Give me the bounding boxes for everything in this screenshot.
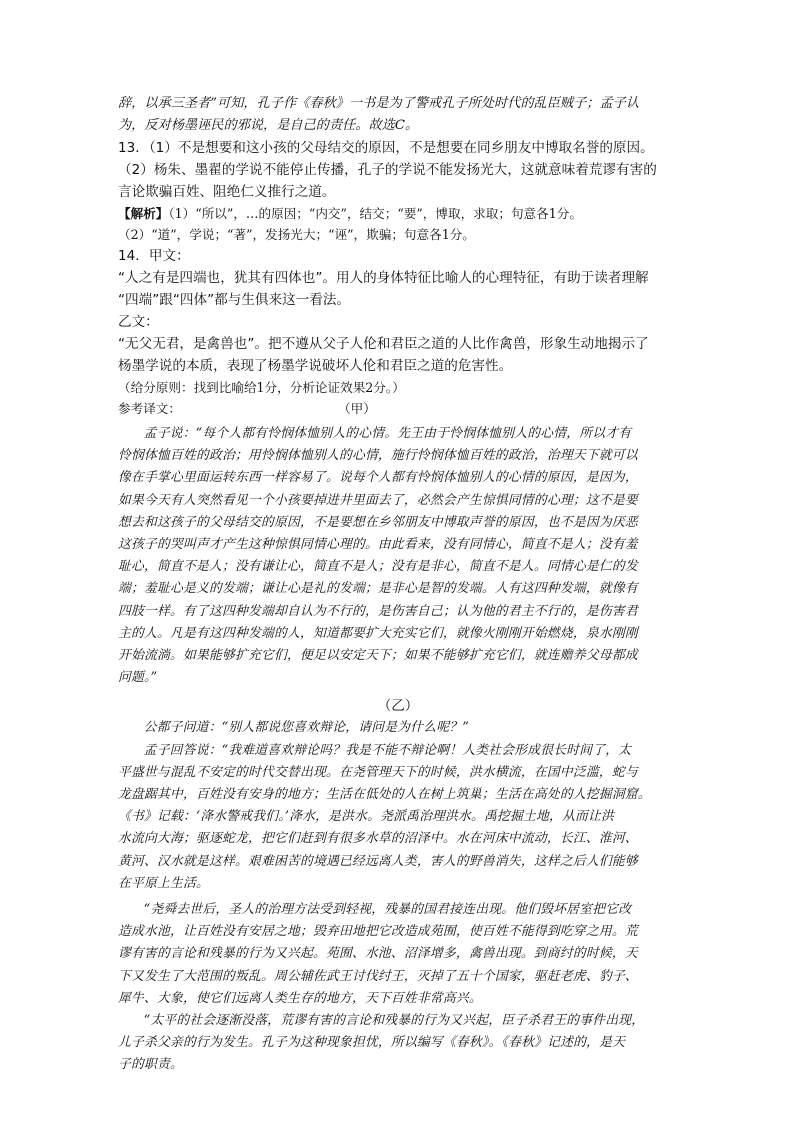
yi-question: 公都子问道：“别人都说您喜欢辩论，请问是为什么呢？” [143,720,470,736]
yi-line: 在平原上生活。 [118,875,209,891]
yi-line: 黄河、汉水就是这样。艰难困苦的境遇已经远离人类，害人的野兽消失，这样之后人们能够 [118,853,638,869]
translation-header [118,398,678,419]
q14-scoring-rule: （给分原则：找到比喻给1分，分析论证效果2分。） [118,380,405,395]
translation-yi [118,717,678,1076]
yi-line: 孟子回答说：“我难道喜欢辩论吗？我是不能不辩论啊！人类社会形成很长时间了，太 [143,742,632,758]
q13-analysis-line-2: （2）“道”，学说；“著”，发扬光大；“诬”，欺骗；句意各1分。 [118,227,475,242]
yi-line: 龙盘踞其中，百姓没有安身的地方；生活在低处的人在树上筑巢；生活在高处的人挖掘洞窟。 [118,787,651,803]
yi-line: “太平的社会逐渐没落，荒谬有害的言论和残暴的行为又兴起，臣子杀君王的事件出现， [143,1013,645,1029]
jia-line: 怜悯体恤百姓的政治；用怜悯体恤别人的心情，施行怜悯体恤百姓的政治，治理天下就可以 [118,448,638,464]
q14-head: 14．甲文： [118,248,190,264]
yi-line: 子的职责。 [118,1057,183,1073]
jia-line: 四肢一样。有了这四种发端却自认为不行的，是伤害自己；认为他的君主不行的，是伤害君 [118,603,638,619]
jia-line: 这孩子的哭叫声才产生这种惊惧同情心理的。由此看来，没有同情心，简直不是人；没有羞 [118,537,638,553]
q14-yi-line-2: 杨墨学说的本质，表现了杨墨学说破坏人伦和君臣之道的危害性。 [118,358,513,374]
analysis-tag: 【解析】 [118,206,169,221]
prev-answer-line-1: 辞，以承三圣者”可知，孔子作《春秋》一书是为了警戒孔子所处时代的乱臣贼子；孟子认 [118,96,640,111]
jia-line: 像在手掌心里面运转东西一样容易了。说每个人都有怜悯体恤别人的心情的原因，是因为， [118,470,638,486]
q13-analysis-text-1: （1）“所以”，…的原因；“内交”，结交；“要”，博取，求取；句意各1分。 [168,206,582,221]
q13-answer-2-line-2: 言论欺骗百姓、阻绝仁义推行之道。 [118,184,336,200]
translation-jia-title: （甲） [338,401,376,416]
q13-answer-1: 13．（1）不是想要和这小孩的父母结交的原因，不是想要在同乡朋友中博取名誉的原因。 [118,140,654,156]
q13-analysis-line-1 [118,203,678,224]
q14-yi-line-1: “无父无君，是禽兽也”。把不遵从父子人伦和君臣之道的人比作禽兽，形象生动地揭示了 [118,336,649,352]
translation-jia [118,423,678,689]
yi-line: 造成水池，让百姓没有安居之地；毁弃田地把它改造成苑囿，使百姓不能得到吃穿之用。荒 [118,924,638,940]
yi-line: “尧舜去世后，圣人的治理方法受到轻视，残暴的国君接连出现。他们毁坏居室把它改 [143,902,632,918]
q14-jia-line-1: “人之有是四端也，犹其有四体也”。用人的身体特征比喻人的心理特征，有助于读者理解 [118,270,649,286]
jia-line: 端；羞耻心是义的发端；谦让心是礼的发端；是非心是智的发端。人有这四种发端，就像有 [118,581,638,597]
jia-line: 耻心，简直不是人；没有谦让心，简直不是人；没有是非心，简直不是人。同情心是仁的发 [118,559,638,575]
prev-answer-line-2: 为，反对杨墨诬民的邪说，是自己的责任。故选C。 [118,118,419,133]
yi-line: 平盛世与混乱不安定的时代交替出现。在尧管理天下的时候，洪水横流，在国中泛滥，蛇与 [118,764,638,780]
q14-yi-head: 乙文： [118,314,159,330]
jia-line: 主的人。凡是有这四种发端的人，知道都要扩大充实它们，就像火刚刚开始燃烧，泉水刚刚 [118,625,638,641]
yi-line: 水流向大海；驱逐蛇龙，把它们赶到有很多水草的沼泽中。水在河床中流动，长江、淮河、 [118,831,638,847]
q14-jia-line-2: “四端”跟“四体”都与生俱来这一看法。 [118,292,351,308]
yi-line: 谬有害的言论和残暴的行为又兴起。苑囿、水池、沼泽增多，禽兽出现。到商纣的时候，天 [118,946,638,962]
translation-yi-title: （乙） [377,698,419,715]
yi-line: 儿子杀父亲的行为发生。孔子为这种现象担忧，所以编写《春秋》。《春秋》记述的，是天 [118,1035,626,1051]
jia-line: 开始流淌。如果能够扩充它们，便足以安定天下；如果不能够扩充它们，就连赡养父母都成 [118,648,638,664]
translation-label: 参考译文： [118,401,181,416]
yi-line: 《书》记载：‘洚水警戒我们。’洚水，是洪水。尧派禹治理洪水。禹挖掘土地，从而让洪 [118,809,615,825]
jia-line: 想去和这孩子的父母结交的原因，不是要想在乡邻朋友中博取声誉的原因，也不是因为厌恶 [118,514,638,530]
jia-line: 问题。” [118,670,158,686]
q13-answer-2-line-1: （2）杨朱、墨翟的学说不能停止传播，孔子的学说不能发扬光大，这就意味着荒谬有害的 [118,162,657,178]
jia-line: 孟子说：“每个人都有怜悯体恤别人的心情。先王由于怜悯体恤别人的心情，所以才有 [143,426,632,441]
jia-line: 如果今天有人突然看见一个小孩要掉进井里面去了，必然会产生惊惧同情的心理；这不是要 [118,492,638,508]
document-page [118,93,678,1077]
yi-line: 下又发生了大范围的叛乱。周公辅佐武王讨伐纣王，灭掉了五十个国家，驱赶老虎、豹子、 [118,968,638,984]
yi-line: 犀牛、大象，使它们远离人类生存的地方，天下百姓非常高兴。 [118,990,482,1006]
